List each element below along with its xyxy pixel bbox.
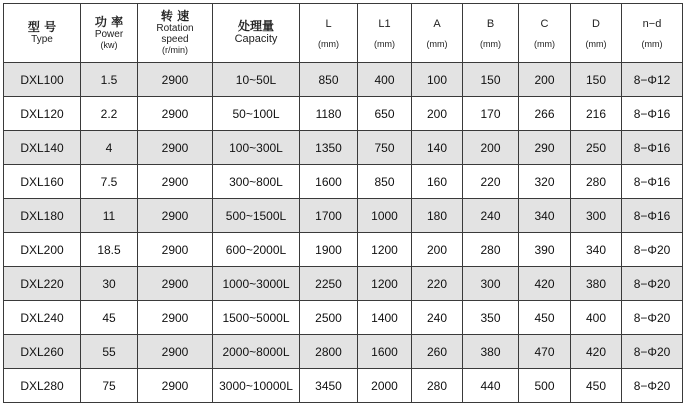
- cell-type: DXL200: [4, 233, 81, 267]
- cell-b: 380: [463, 335, 519, 369]
- cell-d: 250: [571, 131, 622, 165]
- header-capacity-cn: 处理量: [237, 19, 274, 33]
- cell-b: 440: [463, 369, 519, 403]
- cell-b: 300: [463, 267, 519, 301]
- cell-d: 450: [571, 369, 622, 403]
- cell-a: 260: [412, 335, 463, 369]
- header-type-cn: 型 号: [27, 20, 57, 34]
- header-a-label: A: [433, 17, 441, 30]
- cell-a: 160: [412, 165, 463, 199]
- cell-a: 240: [412, 301, 463, 335]
- cell-nd: 8−Φ16: [622, 165, 683, 199]
- cell-type: DXL280: [4, 369, 81, 403]
- table-row: [4, 97, 683, 131]
- cell-type: DXL240: [4, 301, 81, 335]
- header-a: [412, 4, 463, 63]
- cell-capacity: 1500~5000L: [213, 301, 300, 335]
- table-row: [4, 131, 683, 165]
- cell-nd: 8−Φ20: [622, 267, 683, 301]
- header-a-unit: (mm): [426, 38, 448, 49]
- header-power: [81, 4, 138, 63]
- cell-l: 2250: [300, 267, 358, 301]
- cell-speed: 2900: [138, 301, 213, 335]
- cell-capacity: 100~300L: [213, 131, 300, 165]
- cell-capacity: 50~100L: [213, 97, 300, 131]
- cell-c: 320: [519, 165, 571, 199]
- cell-d: 400: [571, 301, 622, 335]
- table-row: [4, 335, 683, 369]
- cell-d: 300: [571, 199, 622, 233]
- table-row: [4, 267, 683, 301]
- cell-power: 55: [81, 335, 138, 369]
- cell-nd: 8−Φ12: [622, 63, 683, 97]
- header-l1-unit: (mm): [374, 38, 395, 49]
- cell-a: 180: [412, 199, 463, 233]
- header-power-cn: 功 率: [94, 14, 124, 29]
- header-l1-label: L1: [378, 17, 391, 30]
- cell-d: 380: [571, 267, 622, 301]
- header-d: [571, 4, 622, 63]
- spec-table-body: [4, 63, 683, 403]
- header-power-en: Power: [94, 28, 124, 40]
- header-l-unit: (mm): [318, 38, 339, 49]
- cell-l1: 2000: [358, 369, 412, 403]
- cell-power: 75: [81, 369, 138, 403]
- cell-nd: 8−Φ20: [622, 335, 683, 369]
- cell-l1: 650: [358, 97, 412, 131]
- table-row: [4, 165, 683, 199]
- cell-power: 4: [81, 131, 138, 165]
- cell-speed: 2900: [138, 267, 213, 301]
- cell-c: 200: [519, 63, 571, 97]
- cell-capacity: 600~2000L: [213, 233, 300, 267]
- header-l-label: L: [325, 17, 332, 30]
- header-capacity: [213, 4, 300, 63]
- cell-speed: 2900: [138, 63, 213, 97]
- cell-power: 45: [81, 301, 138, 335]
- header-d-unit: (mm): [585, 38, 607, 49]
- cell-c: 500: [519, 369, 571, 403]
- table-row: [4, 233, 683, 267]
- cell-l: 1350: [300, 131, 358, 165]
- table-row: [4, 369, 683, 403]
- cell-capacity: 3000~10000L: [213, 369, 300, 403]
- cell-l1: 750: [358, 131, 412, 165]
- header-speed-cn: 转 速: [160, 9, 190, 23]
- cell-type: DXL100: [4, 63, 81, 97]
- cell-l1: 1400: [358, 301, 412, 335]
- cell-l1: 1200: [358, 233, 412, 267]
- cell-capacity: 500~1500L: [213, 199, 300, 233]
- header-c-label: C: [540, 17, 549, 30]
- cell-speed: 2900: [138, 165, 213, 199]
- cell-speed: 2900: [138, 97, 213, 131]
- cell-a: 200: [412, 233, 463, 267]
- cell-c: 450: [519, 301, 571, 335]
- cell-l: 850: [300, 63, 358, 97]
- header-nd: [622, 4, 683, 63]
- header-nd-label: n−d: [642, 17, 662, 30]
- cell-speed: 2900: [138, 335, 213, 369]
- cell-d: 280: [571, 165, 622, 199]
- cell-type: DXL260: [4, 335, 81, 369]
- cell-type: DXL120: [4, 97, 81, 131]
- table-row: [4, 301, 683, 335]
- cell-capacity: 2000~8000L: [213, 335, 300, 369]
- cell-power: 2.2: [81, 97, 138, 131]
- cell-power: 1.5: [81, 63, 138, 97]
- cell-a: 200: [412, 97, 463, 131]
- cell-speed: 2900: [138, 369, 213, 403]
- cell-l: 3450: [300, 369, 358, 403]
- cell-l1: 1200: [358, 267, 412, 301]
- cell-d: 420: [571, 335, 622, 369]
- header-speed: [138, 4, 213, 63]
- cell-a: 100: [412, 63, 463, 97]
- header-l1: [358, 4, 412, 63]
- header-c-unit: (mm): [534, 38, 555, 49]
- cell-power: 7.5: [81, 165, 138, 199]
- cell-l: 1600: [300, 165, 358, 199]
- cell-power: 30: [81, 267, 138, 301]
- cell-b: 170: [463, 97, 519, 131]
- header-b-unit: (mm): [480, 38, 501, 49]
- cell-c: 290: [519, 131, 571, 165]
- cell-l: 2800: [300, 335, 358, 369]
- cell-l: 1180: [300, 97, 358, 131]
- cell-l1: 850: [358, 165, 412, 199]
- cell-d: 340: [571, 233, 622, 267]
- cell-a: 140: [412, 131, 463, 165]
- header-type: [4, 4, 81, 63]
- cell-b: 280: [463, 233, 519, 267]
- cell-type: DXL140: [4, 131, 81, 165]
- cell-nd: 8−Φ16: [622, 97, 683, 131]
- cell-power: 11: [81, 199, 138, 233]
- header-row: [4, 4, 683, 63]
- cell-speed: 2900: [138, 199, 213, 233]
- header-b: [463, 4, 519, 63]
- header-power-unit: (kw): [100, 39, 118, 50]
- header-speed-en1: Rotation: [156, 23, 194, 34]
- cell-l: 1900: [300, 233, 358, 267]
- cell-b: 200: [463, 131, 519, 165]
- header-type-en: Type: [31, 34, 53, 45]
- header-nd-unit: (mm): [641, 38, 663, 49]
- cell-speed: 2900: [138, 233, 213, 267]
- cell-capacity: 1000~3000L: [213, 267, 300, 301]
- table-row: [4, 63, 683, 97]
- cell-type: DXL160: [4, 165, 81, 199]
- cell-nd: 8−Φ20: [622, 301, 683, 335]
- cell-c: 470: [519, 335, 571, 369]
- cell-nd: 8−Φ20: [622, 369, 683, 403]
- cell-c: 390: [519, 233, 571, 267]
- cell-l1: 1000: [358, 199, 412, 233]
- header-speed-unit: (r/min): [162, 45, 188, 55]
- cell-l: 1700: [300, 199, 358, 233]
- cell-nd: 8−Φ16: [622, 199, 683, 233]
- cell-b: 240: [463, 199, 519, 233]
- header-speed-en2: speed: [161, 34, 189, 45]
- cell-b: 150: [463, 63, 519, 97]
- cell-power: 18.5: [81, 233, 138, 267]
- cell-type: DXL220: [4, 267, 81, 301]
- cell-speed: 2900: [138, 131, 213, 165]
- cell-a: 280: [412, 369, 463, 403]
- cell-d: 216: [571, 97, 622, 131]
- cell-type: DXL180: [4, 199, 81, 233]
- cell-b: 220: [463, 165, 519, 199]
- header-d-label: D: [592, 17, 600, 30]
- header-c: [519, 4, 571, 63]
- cell-l1: 400: [358, 63, 412, 97]
- cell-l: 2500: [300, 301, 358, 335]
- cell-c: 420: [519, 267, 571, 301]
- cell-c: 266: [519, 97, 571, 131]
- cell-a: 220: [412, 267, 463, 301]
- spec-table: [3, 3, 683, 403]
- cell-b: 350: [463, 301, 519, 335]
- cell-c: 340: [519, 199, 571, 233]
- table-row: [4, 199, 683, 233]
- cell-nd: 8−Φ16: [622, 131, 683, 165]
- cell-d: 150: [571, 63, 622, 97]
- header-l: [300, 4, 358, 63]
- header-capacity-en: Capacity: [234, 33, 278, 45]
- cell-nd: 8−Φ20: [622, 233, 683, 267]
- cell-l1: 1600: [358, 335, 412, 369]
- cell-capacity: 300~800L: [213, 165, 300, 199]
- cell-capacity: 10~50L: [213, 63, 300, 97]
- header-b-label: B: [486, 17, 495, 30]
